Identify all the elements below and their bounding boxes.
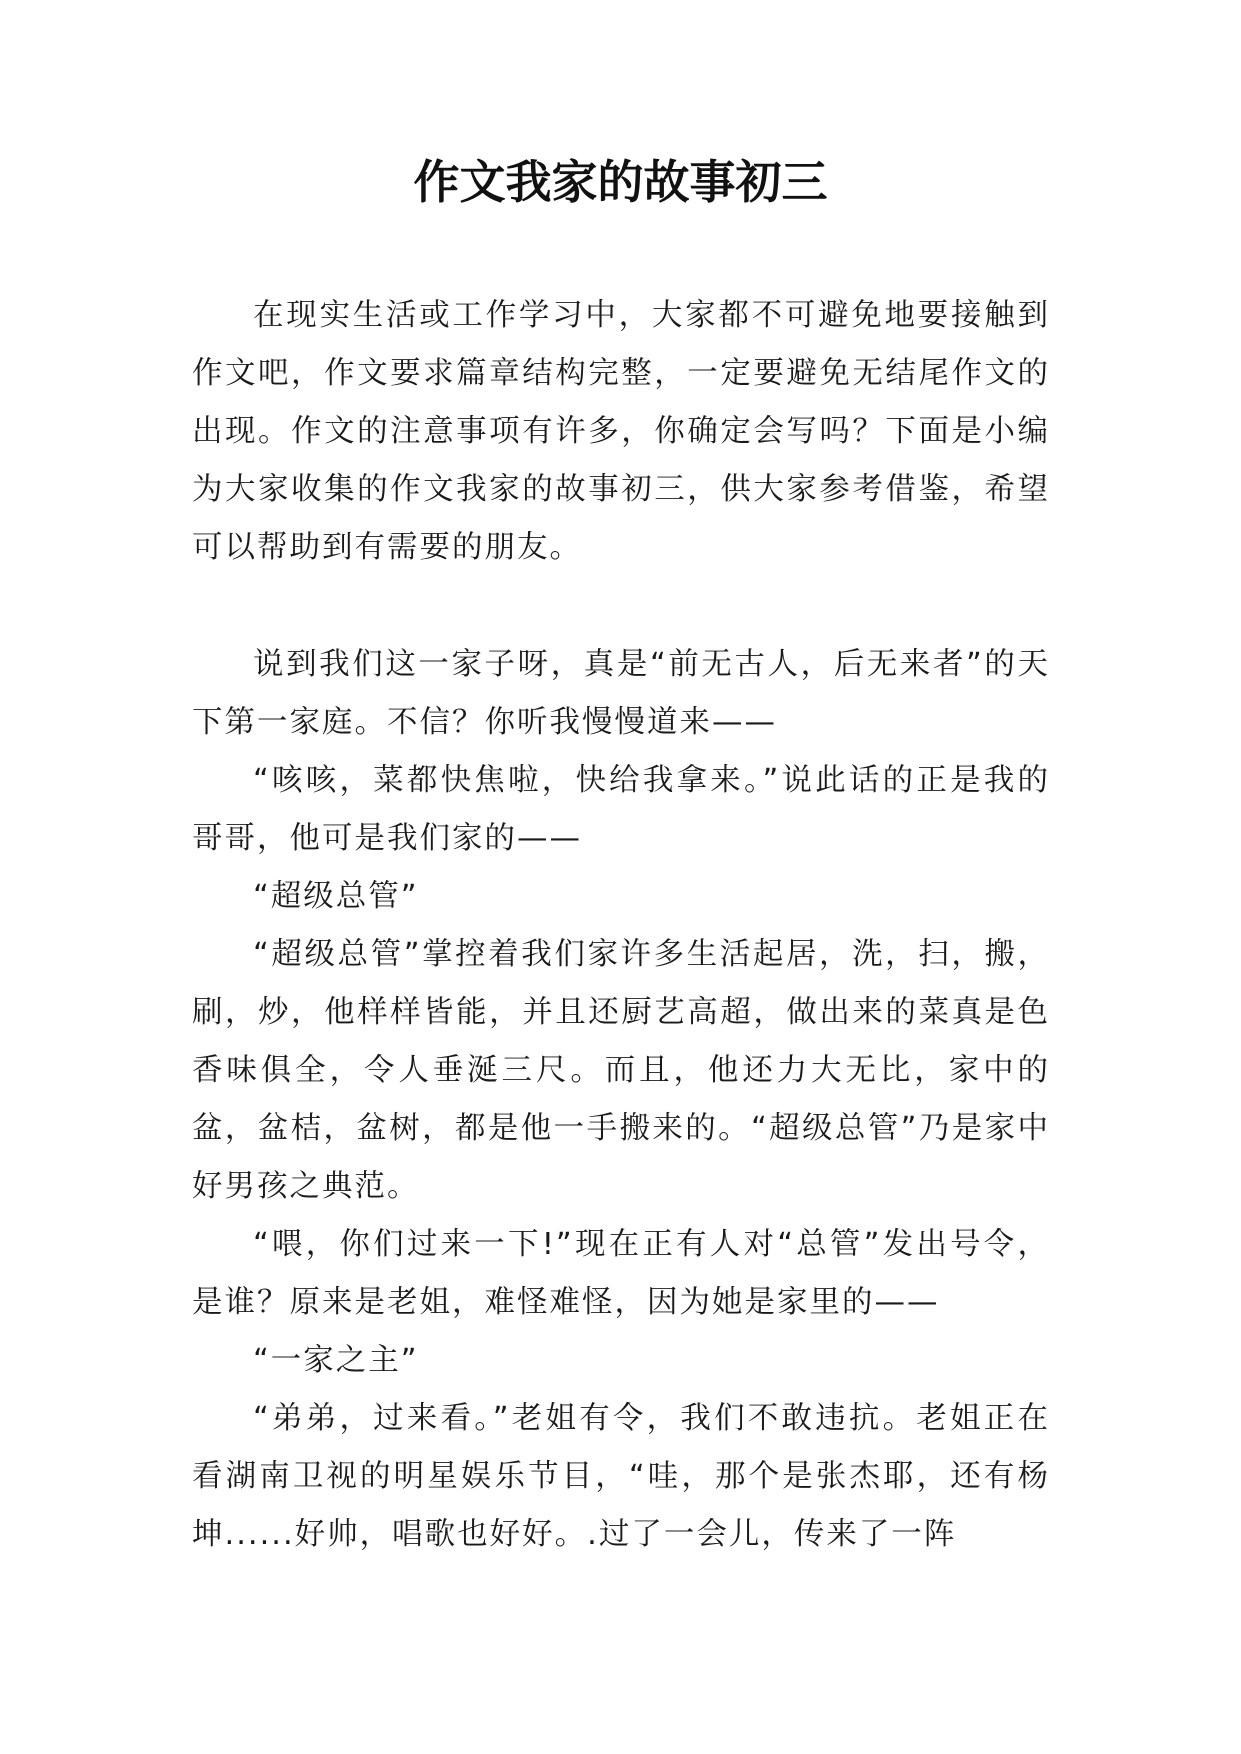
paragraph-4: “超级总管”掌控着我们家许多生活起居，洗，扫，搬，刷，炒，他样样皆能，并且还厨艺高超，做出来的菜真是色香味俱全，令人垂涎三尺。而且，他还力大无比，家中的盆，盆桔，盆树，都是他一手搬来的。“超级总管”乃是家中好男孩之典范。 xyxy=(192,937,1050,1204)
intro-section xyxy=(192,287,1050,577)
story-section xyxy=(192,636,1050,1564)
paragraph-7: “弟弟，过来看。”老姐有令，我们不敢违抗。老姐正在看湖南卫视的明星娱乐节目，“哇，那个是张杰耶，还有杨坤......好帅，唱歌也好好。.过了一会儿，传来了一阵 xyxy=(192,1401,1050,1552)
paragraph-1: 说到我们这一家子呀，真是“前无古人，后无来者”的天下第一家庭。不信？你听我慢慢道来—— xyxy=(192,647,1050,740)
paragraph-3: “超级总管” xyxy=(253,879,419,914)
paragraph-6: “一家之主” xyxy=(253,1343,419,1378)
intro-paragraph: 在现实生活或工作学习中，大家都不可避免地要接触到作文吧，作文要求篇章结构完整，一定要避免无结尾作文的出现。作文的注意事项有许多，你确定会写吗？下面是小编为大家收集的作文我家的故事初三，供大家参考借鉴，希望可以帮助到有需要的朋友。 xyxy=(192,298,1050,565)
document-title: 作文我家的故事初三 xyxy=(413,155,828,209)
paragraph-5: “喂，你们过来一下!”现在正有人对“总管”发出号令，是谁？原来是老姐，难怪难怪，因为她是家里的—— xyxy=(192,1227,1050,1320)
paragraph-2: “咳咳，菜都快焦啦，快给我拿来。”说此话的正是我的哥哥，他可是我们家的—— xyxy=(192,763,1050,856)
